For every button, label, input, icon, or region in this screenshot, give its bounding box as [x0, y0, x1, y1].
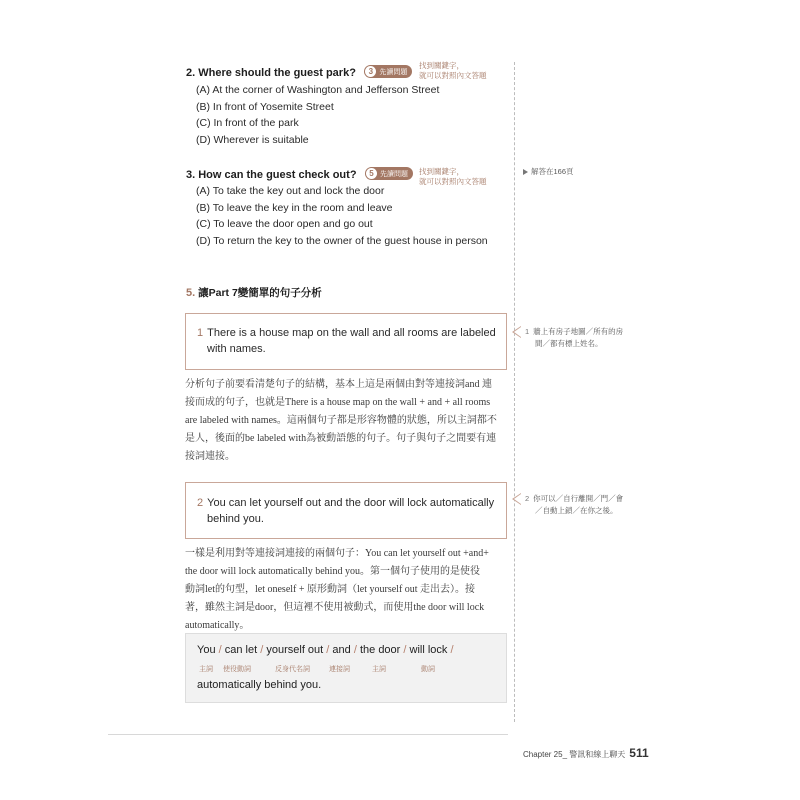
section-title: 讓Part 7變簡單的句子分析 — [198, 287, 322, 299]
question-2-hint — [419, 61, 487, 81]
separator: / — [450, 644, 454, 656]
badge-label: 先讀問題 — [379, 68, 408, 76]
question-2-options — [196, 82, 439, 148]
segment: can let — [224, 644, 258, 656]
tag-subject: 主詞 — [372, 666, 386, 673]
breakdown-line-1 — [197, 644, 454, 656]
segment: You — [197, 644, 216, 656]
chapter-label: Chapter 25_ 警訊和線上聊天 — [523, 750, 626, 759]
analysis-paragraph-1 — [185, 376, 511, 466]
page-footer — [523, 746, 649, 760]
breakdown-line-2: automatically behind you. — [197, 679, 322, 691]
tag-verb: 動詞 — [421, 666, 435, 673]
sentence-number: 2 — [197, 497, 204, 509]
side-note-1 — [525, 326, 623, 350]
tag-conjunction: 連接詞 — [329, 666, 350, 673]
answer-reference-text: 解答在166頁 — [531, 167, 574, 176]
question-3-badge — [365, 167, 413, 180]
answer-reference[interactable] — [523, 166, 574, 178]
tag-reflexive-pronoun: 反身代名詞 — [275, 666, 310, 673]
question-3-options — [196, 183, 488, 249]
paragraph-line: 接詞連接。 — [185, 451, 235, 462]
side-note-number: 1 — [525, 327, 530, 336]
side-note-2 — [525, 493, 623, 517]
option-b[interactable]: (B) To leave the key in the room and leave — [196, 201, 393, 214]
segment: the door — [359, 644, 401, 656]
paragraph-line: 著，雖然主詞是door，但這裡不使用被動式，而使用the door will lock — [185, 602, 485, 613]
separator: / — [260, 644, 264, 656]
hint-line: 就可以對照內文答題 — [419, 71, 487, 80]
sentence-number: 1 — [197, 327, 204, 339]
hint-line: 找到關鍵字， — [419, 61, 464, 70]
section-number: 5. — [186, 287, 196, 299]
footer-rule — [108, 734, 508, 735]
paragraph-line: 接而成的句子，也就是There is a house map on the wall + and + all rooms — [185, 397, 491, 408]
arrow-right-icon — [523, 169, 528, 175]
side-note-line: 牆上有房子地圖／所有的房 — [533, 327, 624, 336]
tag-subject: 主詞 — [199, 666, 213, 673]
question-2 — [186, 63, 412, 81]
section-heading — [186, 285, 322, 300]
segment: yourself out — [266, 644, 324, 656]
paragraph-line: 一樣是利用對等連接詞連接的兩個句子：You can let yourself out +and+ — [185, 548, 489, 559]
badge-number: 3 — [365, 66, 376, 77]
separator: / — [326, 644, 330, 656]
separator: / — [403, 644, 407, 656]
option-c[interactable]: (C) To leave the door open and go out — [196, 218, 373, 230]
separator: / — [218, 644, 222, 656]
page-number: 511 — [629, 746, 649, 760]
side-note-line: ／自動上鎖／在你之後。 — [535, 506, 618, 515]
segment: will lock — [409, 644, 448, 656]
paragraph-line: 分析句子前要看清楚句子的結構，基本上這是兩個由對等連接詞and 連 — [185, 379, 492, 390]
paragraph-line: automatically。 — [185, 620, 250, 631]
side-note-line: 間／都有標上姓名。 — [535, 339, 603, 348]
segment: and — [332, 644, 351, 656]
option-c[interactable]: (C) In front of the park — [196, 117, 299, 129]
paragraph-line: 動詞let的句型，let oneself + 原形動詞（let yourself out 走出去）。接 — [185, 584, 476, 595]
badge-number: 5 — [366, 168, 377, 179]
question-2-title: 2. Where should the guest park? — [186, 67, 356, 79]
side-note-number: 2 — [525, 494, 530, 503]
question-2-badge — [364, 65, 412, 78]
option-a[interactable]: (A) To take the key out and lock the door — [196, 185, 385, 197]
option-d[interactable]: (D) Wherever is suitable — [196, 133, 309, 146]
option-d[interactable]: (D) To return the key to the owner of the guest house in person — [196, 234, 488, 247]
sentence-breakdown — [185, 633, 507, 703]
sentence-text-line: There is a house map on the wall and all rooms are labeled — [207, 327, 496, 339]
paragraph-line: 是人，後面的be labeled with為被動語態的句子。句子與句子之間要有連 — [185, 433, 497, 444]
sentence-text-line: with names. — [207, 343, 266, 355]
sentence-box-1 — [185, 313, 507, 370]
sentence-text-line: behind you. — [207, 513, 264, 525]
separator: / — [353, 644, 357, 656]
analysis-paragraph-2 — [185, 545, 511, 635]
question-3 — [186, 165, 413, 183]
hint-line: 就可以對照內文答題 — [419, 177, 487, 186]
sentence-text-line: You can let yourself out and the door will lock automatically — [207, 497, 495, 509]
side-note-line: 你可以／自行離開／門／會 — [533, 494, 624, 503]
badge-label: 先讀問題 — [380, 170, 408, 178]
option-a[interactable]: (A) At the corner of Washington and Jefferson Street — [196, 84, 440, 96]
paragraph-line: the door will lock automatically behind you。第一個句子使用的是使役 — [185, 566, 480, 577]
paragraph-line: are labeled with names。這兩個句子都是形容物體的狀態，所以主詞都不 — [185, 415, 497, 426]
hint-line: 找到關鍵字， — [419, 167, 464, 176]
tag-causative-verb: 使役動詞 — [223, 666, 251, 673]
question-3-title: 3. How can the guest check out? — [186, 169, 357, 181]
margin-divider — [514, 62, 515, 722]
option-b[interactable]: (B) In front of Yosemite Street — [196, 100, 334, 113]
sentence-box-2 — [185, 482, 507, 539]
